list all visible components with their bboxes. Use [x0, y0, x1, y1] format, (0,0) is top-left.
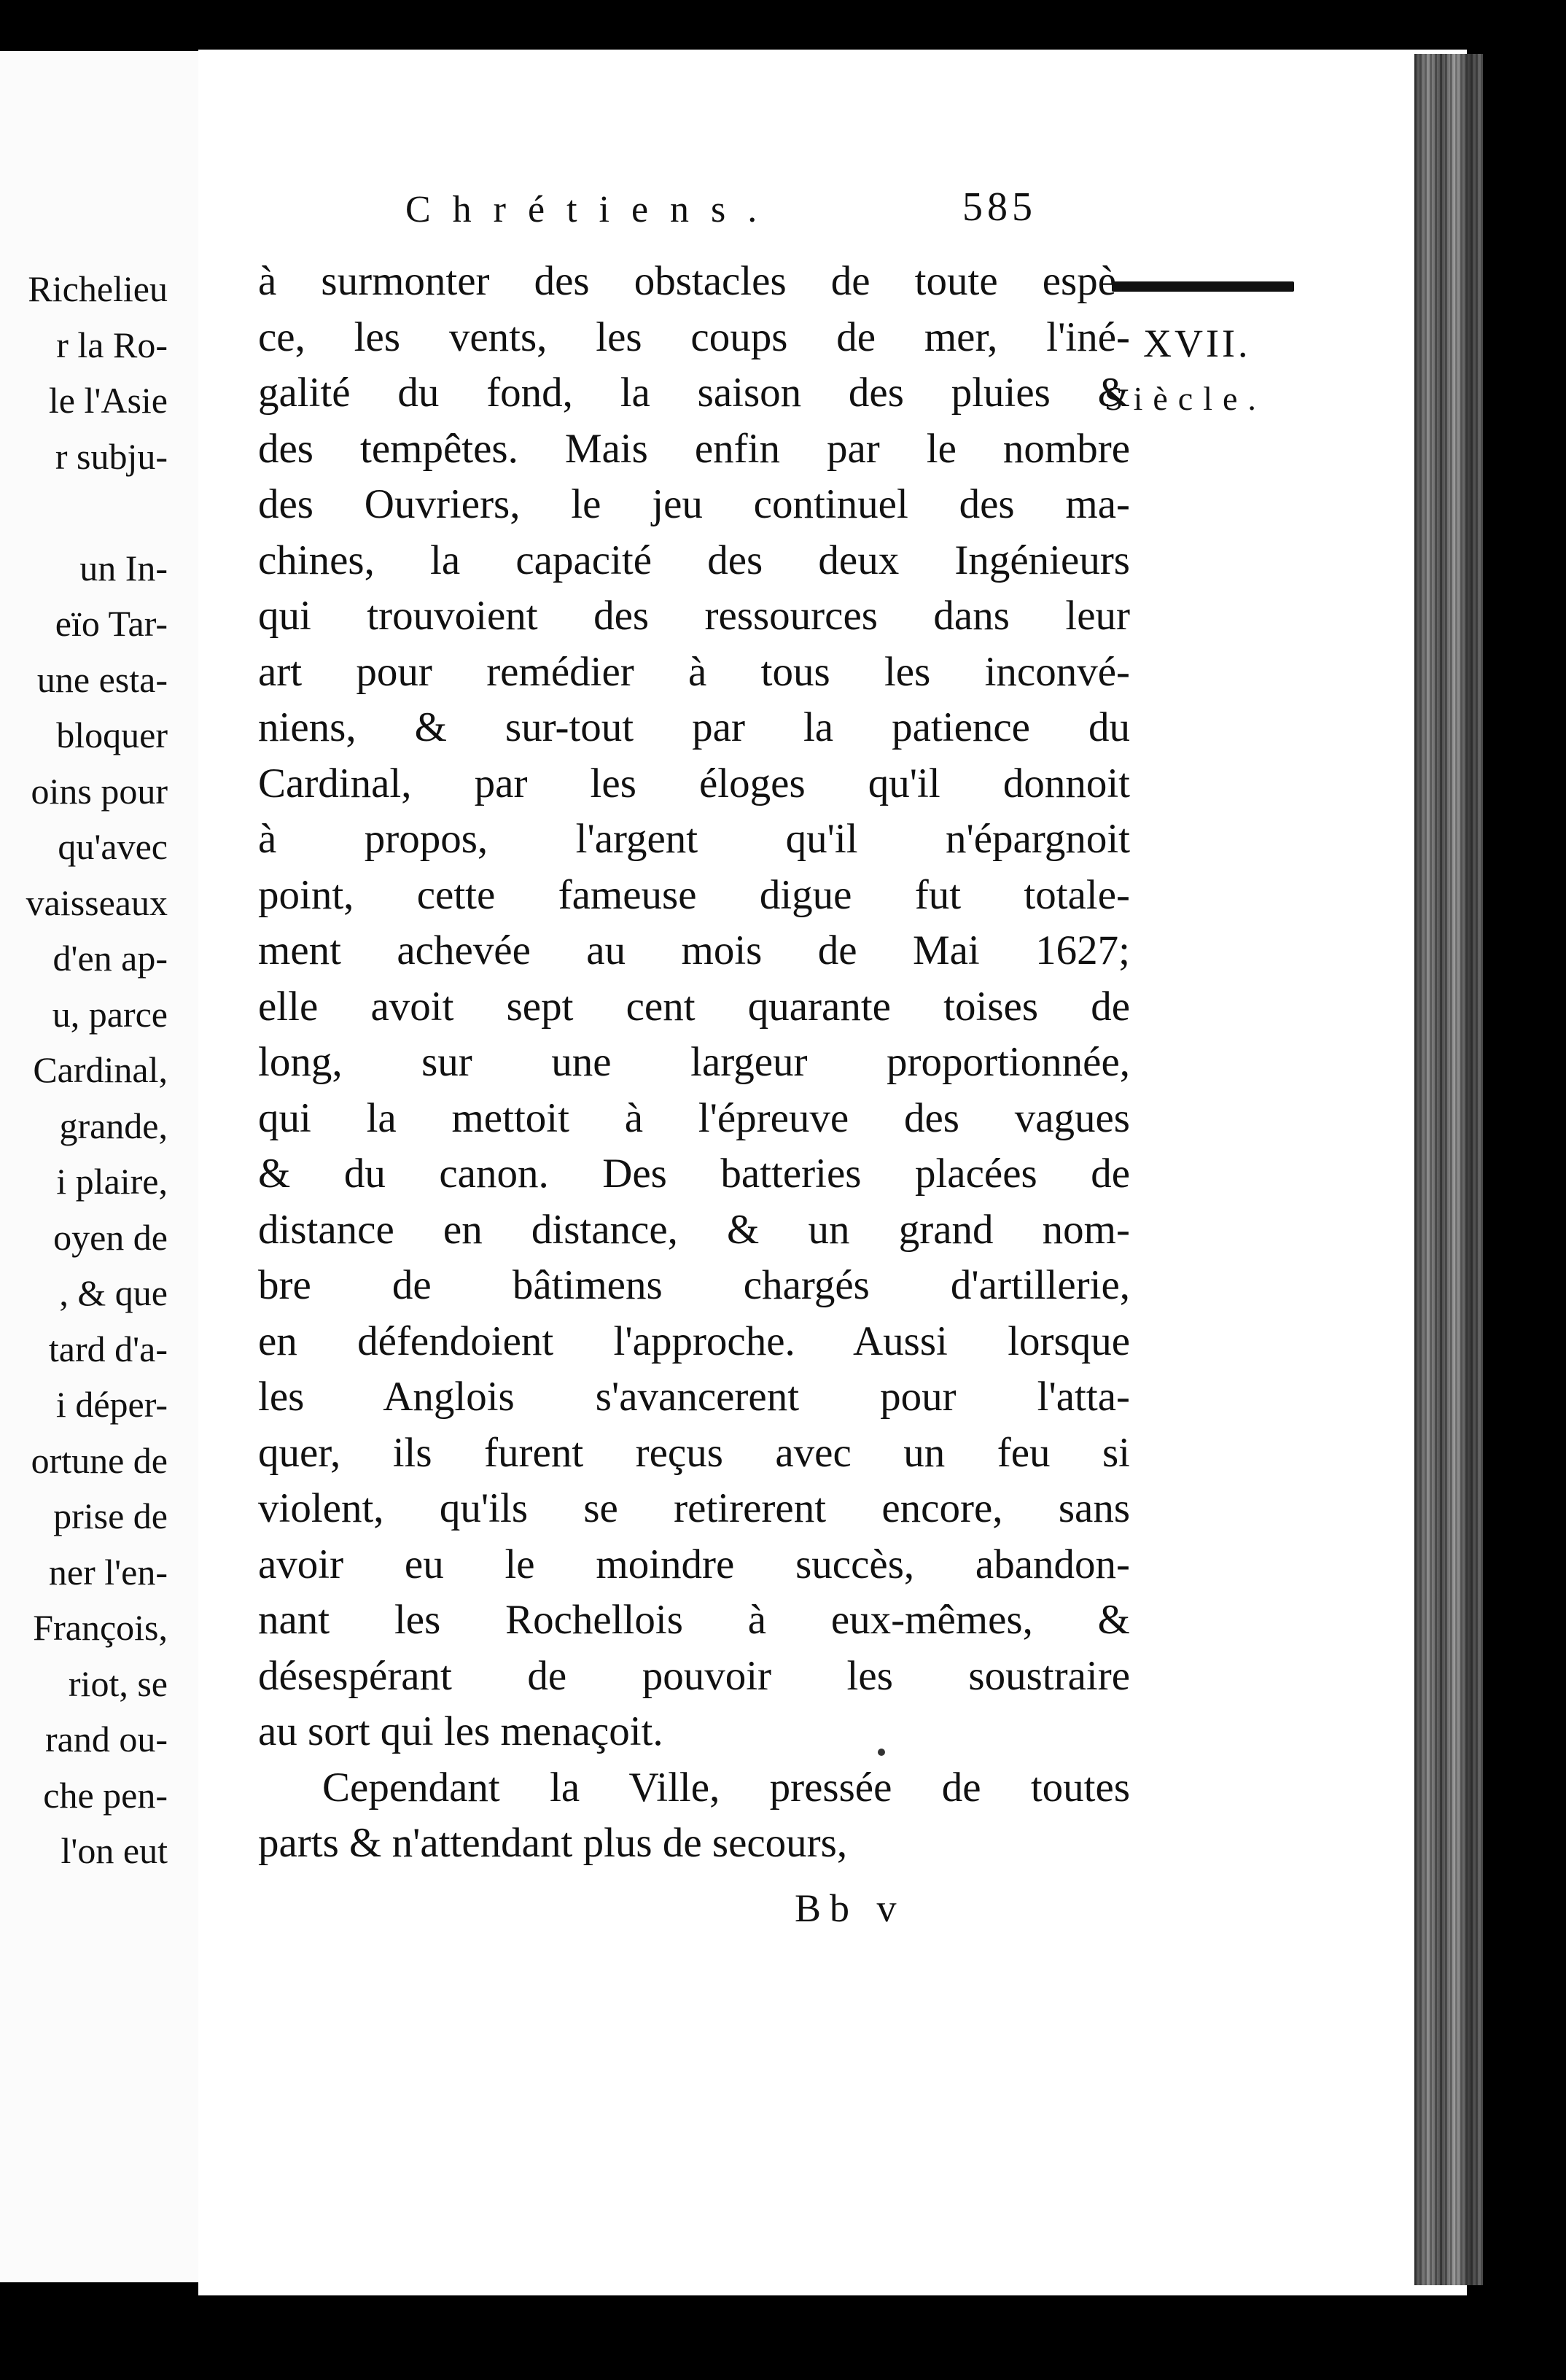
body-line: des tempêtes. Mais enfin par le nombre: [258, 425, 1130, 472]
left-page-line: tard d'a-: [48, 1328, 168, 1369]
body-line: art pour remédier à tous les inconvé-: [258, 648, 1130, 695]
body-line: qui trouvoient des ressources dans leur: [258, 593, 1130, 639]
body-text: [258, 254, 1130, 1872]
page-edges-texture: [1414, 54, 1483, 2285]
body-line: désespérant de pouvoir les soustraire: [258, 1652, 1130, 1699]
body-line: galité du fond, la saison des pluies &: [258, 370, 1130, 416]
body-line: avoir eu le moindre succès, abandon-: [258, 1541, 1130, 1587]
margin-rule: [1112, 281, 1294, 292]
body-line: bre de bâtimens chargés d'artillerie,: [258, 1262, 1130, 1308]
body-line: chines, la capacité des deux Ingénieurs: [258, 537, 1130, 583]
body-line: qui la mettoit à l'épreuve des vagues: [258, 1094, 1130, 1141]
book-edge: [1414, 54, 1483, 2285]
body-line: long, sur une largeur proportionnée,: [258, 1039, 1130, 1085]
left-page-line: l'on eut: [61, 1830, 168, 1871]
left-page-line: riot, se: [68, 1662, 168, 1704]
body-line: à surmonter des obstacles de toute espè-: [258, 258, 1130, 304]
body-line: niens, & sur-tout par la patience du: [258, 704, 1130, 750]
body-line: en défendoient l'approche. Aussi lorsque: [258, 1318, 1130, 1364]
body-line: ment achevée au mois de Mai 1627;: [258, 928, 1130, 973]
body-line: elle avoit sept cent quarante toises de: [258, 983, 1130, 1030]
running-head: Chrétiens.: [405, 189, 779, 230]
left-page-line: qu'avec: [58, 826, 168, 867]
left-page-line: un In-: [79, 547, 168, 588]
body-line: au sort qui les menaçoit.: [258, 1708, 663, 1754]
left-page-line: une esta-: [36, 658, 168, 700]
left-page-line: grande,: [59, 1105, 168, 1146]
body-line: violent, qu'ils se retirerent encore, sans: [258, 1485, 1130, 1531]
left-page-line: u, parce: [52, 993, 168, 1035]
left-page-line: d'en ap-: [52, 938, 168, 979]
body-line: à propos, l'argent qu'il n'épargnoit: [258, 816, 1130, 862]
body-line: ce, les vents, les coups de mer, l'iné-: [258, 314, 1130, 360]
left-page-line: rand ou-: [45, 1719, 168, 1759]
body-line: nant les Rochellois à eux-mêmes, &: [258, 1597, 1130, 1643]
left-page-line: [26, 484, 168, 540]
left-page-line: ner l'en-: [48, 1551, 168, 1592]
ink-dot: [878, 1749, 885, 1756]
left-page-line: vaisseaux: [26, 882, 168, 923]
left-page-text: [26, 261, 168, 1879]
left-page-line: r la Ro-: [56, 324, 168, 365]
body-line: quer, ils furent reçus avec un feu si: [258, 1429, 1130, 1476]
left-page-line: che pen-: [43, 1774, 168, 1816]
left-page-line: le l'Asie: [48, 380, 168, 421]
body-line: & du canon. Des batteries placées de: [258, 1151, 1130, 1197]
left-facing-page: [0, 51, 217, 2282]
left-page-line: Cardinal,: [33, 1049, 168, 1090]
left-page-line: prise de: [53, 1496, 168, 1536]
signature-mark: Bb v: [795, 1886, 905, 1930]
body-line: point, cette fameuse digue fut totale-: [258, 871, 1130, 918]
body-line: les Anglois s'avancerent pour l'atta-: [258, 1374, 1130, 1420]
left-page-line: bloquer: [56, 715, 168, 755]
page-number: 585: [962, 184, 1037, 230]
left-page-line: r subju-: [55, 435, 168, 477]
body-line: Cardinal, par les éloges qu'il donnoit: [258, 760, 1130, 806]
margin-century: XVII.: [1143, 322, 1251, 365]
margin-siecle: Siècle.: [1105, 380, 1266, 417]
left-page-line: ortune de: [31, 1439, 168, 1481]
left-page-line: , & que: [59, 1272, 168, 1313]
left-page-line: eïo Tar-: [55, 603, 168, 644]
body-line: Cependant la Ville, pressée de toutes: [322, 1764, 1130, 1811]
body-line: distance en distance, & un grand nom-: [258, 1206, 1130, 1253]
body-line: parts & n'attendant plus de secours,: [258, 1820, 848, 1866]
left-page-line: i déper-: [55, 1384, 168, 1425]
left-page-line: oins pour: [31, 770, 168, 812]
left-page-line: Richelieu: [28, 268, 168, 309]
left-page-line: François,: [33, 1607, 168, 1648]
body-line: des Ouvriers, le jeu continuel des ma-: [258, 481, 1130, 527]
left-page-line: oyen de: [53, 1216, 168, 1258]
left-page-line: i plaire,: [56, 1161, 168, 1202]
